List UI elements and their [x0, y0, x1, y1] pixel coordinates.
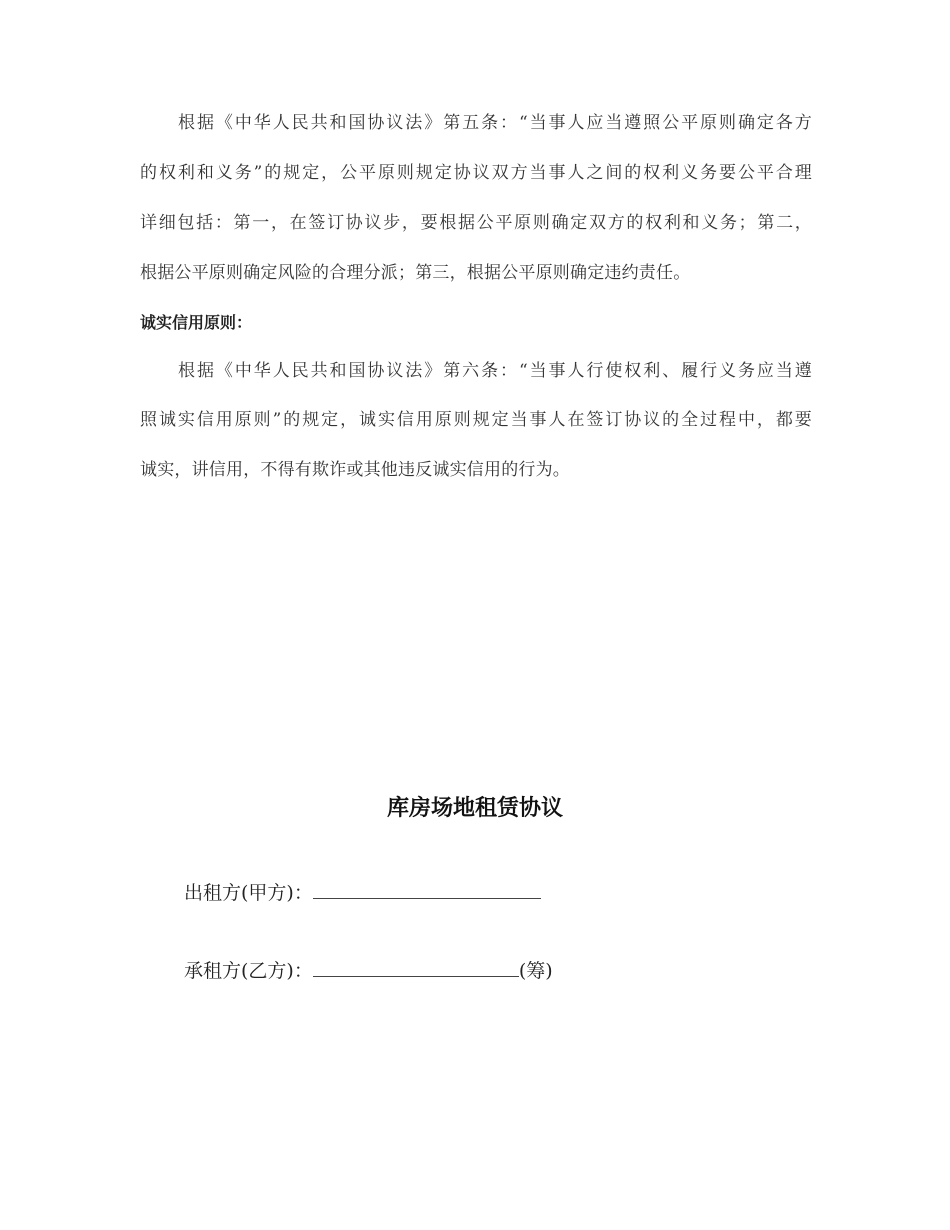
- lessor-blank-field[interactable]: [313, 880, 541, 899]
- paragraph-line: 的权利和义务”的规定，公平原则规定协议双方当事人之间的权利义务要公平合理: [140, 163, 812, 183]
- lessee-label: 承租方(乙方)：: [184, 960, 313, 982]
- lessee-suffix: (筹): [518, 960, 553, 982]
- paragraph-line: 照诚实信用原则”的规定，诚实信用原则规定当事人在签订协议的全过程中，都要: [140, 410, 812, 430]
- lessee-blank-field[interactable]: [313, 958, 519, 977]
- paragraph-line: 诚实，讲信用，不得有欺诈或其他违反诚实信用的行为。: [140, 460, 570, 480]
- paragraph-line: 根据《中华人民共和国协议法》第五条：“当事人应当遵照公平原则确定各方: [178, 113, 812, 133]
- section-heading: 诚实信用原则：: [140, 313, 253, 332]
- lessor-line: [184, 880, 541, 906]
- lessee-line: [184, 958, 553, 984]
- contract-title: 库房场地租赁协议: [386, 796, 563, 821]
- lessor-label: 出租方(甲方)：: [184, 882, 313, 904]
- paragraph-line: 根据《中华人民共和国协议法》第六条：“当事人行使权利、履行义务应当遵: [178, 361, 812, 381]
- paragraph-line: 详细包括：第一，在签订协议步，要根据公平原则确定双方的权利和义务；第二，: [140, 213, 812, 233]
- paragraph-line: 根据公平原则确定风险的合理分派；第三，根据公平原则确定违约责任。: [140, 263, 691, 283]
